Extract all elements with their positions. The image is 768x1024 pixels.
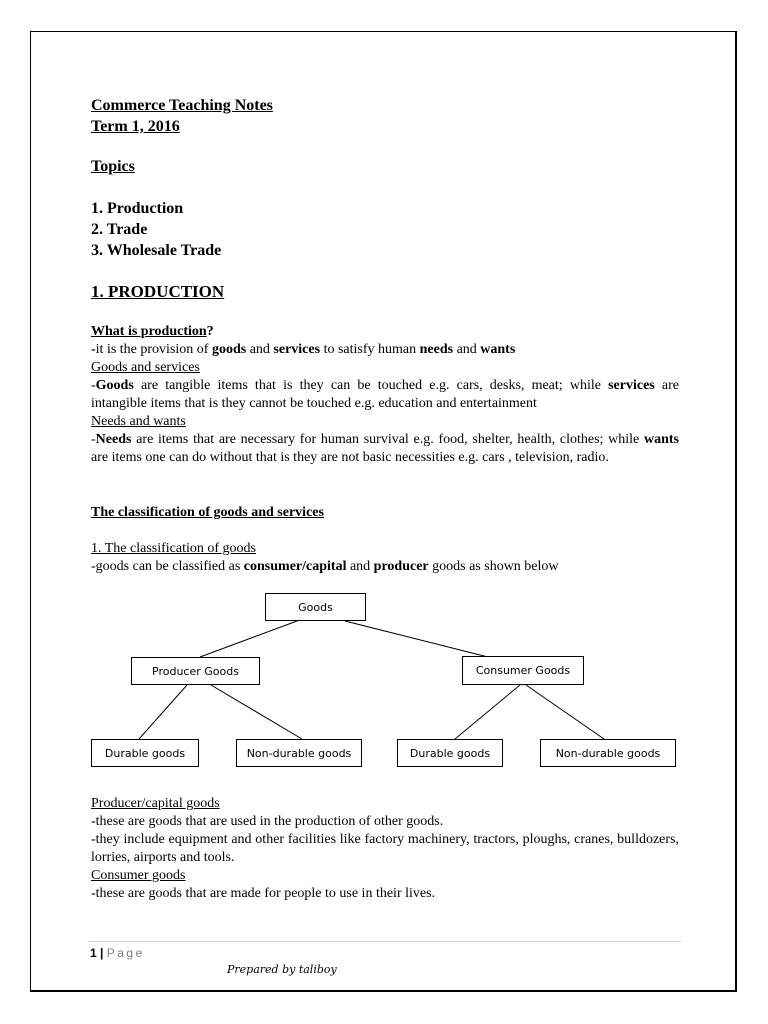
connector-producer-durable (139, 685, 187, 739)
doc-term: Term 1, 2016 (91, 118, 180, 135)
what-is-production-heading: What is production? (91, 324, 214, 339)
diagram-node-producer-durable: Durable goods (91, 739, 199, 767)
classification-intro: -goods can be classified as consumer/capital and producer goods as shown below (91, 559, 559, 574)
diagram-node-consumer-durable: Durable goods (397, 739, 503, 767)
topic-item-trade: 2. Trade (91, 221, 148, 238)
needs-wants-heading: Needs and wants (91, 414, 186, 429)
goods-services-text: -Goods are tangible items that is they can be touched e.g. cars, desks, meat; while services are intangible items that is they cannot be touched e.g. education and entertainment (91, 378, 679, 411)
needs-wants-text: -Needs are items that are necessary for human survival e.g. food, shelter, health, clothes; while wants are items one can do without that is they are not basic necessities e.g. cars , television, radio. (91, 432, 679, 465)
diagram-node-consumer-goods: Consumer Goods (462, 656, 584, 685)
production-definition: -it is the provision of goods and services to satisfy human needs and wants (91, 342, 516, 357)
producer-goods-line1: -these are goods that are used in the production of other goods. (91, 814, 444, 829)
diagram-node-producer-nondurable: Non-durable goods (236, 739, 362, 767)
page-number: 1 | Page (90, 946, 145, 960)
consumer-goods-heading: Consumer goods (91, 868, 186, 883)
connector-consumer-nondurable (526, 685, 604, 739)
topic-item-production: 1. Production (91, 200, 184, 217)
producer-goods-line2: -they include equipment and other facilities like factory machinery, tractors, ploughs, cranes, bulldozers, lorries, airports and tools. (91, 832, 679, 865)
classification-heading: The classification of goods and services (91, 505, 324, 520)
diagram-node-goods: Goods (265, 593, 366, 621)
diagram-node-consumer-nondurable: Non-durable goods (540, 739, 676, 767)
doc-title: Commerce Teaching Notes (91, 97, 273, 114)
connector-consumer-durable (455, 685, 520, 739)
topics-heading: Topics (91, 158, 135, 175)
connector-goods-consumer (345, 621, 488, 657)
production-heading: 1. PRODUCTION (91, 282, 225, 301)
producer-goods-heading: Producer/capital goods (91, 796, 220, 811)
classification-goods-subheading: 1. The classification of goods (91, 541, 256, 556)
diagram-node-producer-goods: Producer Goods (131, 657, 260, 685)
prepared-by: Prepared by taliboy (227, 963, 337, 976)
topic-item-wholesale: 3. Wholesale Trade (91, 242, 222, 259)
consumer-goods-line1: -these are goods that are made for people to use in their lives. (91, 886, 436, 901)
connector-producer-nondurable (211, 685, 302, 739)
goods-services-heading: Goods and services (91, 360, 200, 375)
connector-goods-producer (200, 621, 297, 657)
footer-rule (89, 941, 681, 942)
